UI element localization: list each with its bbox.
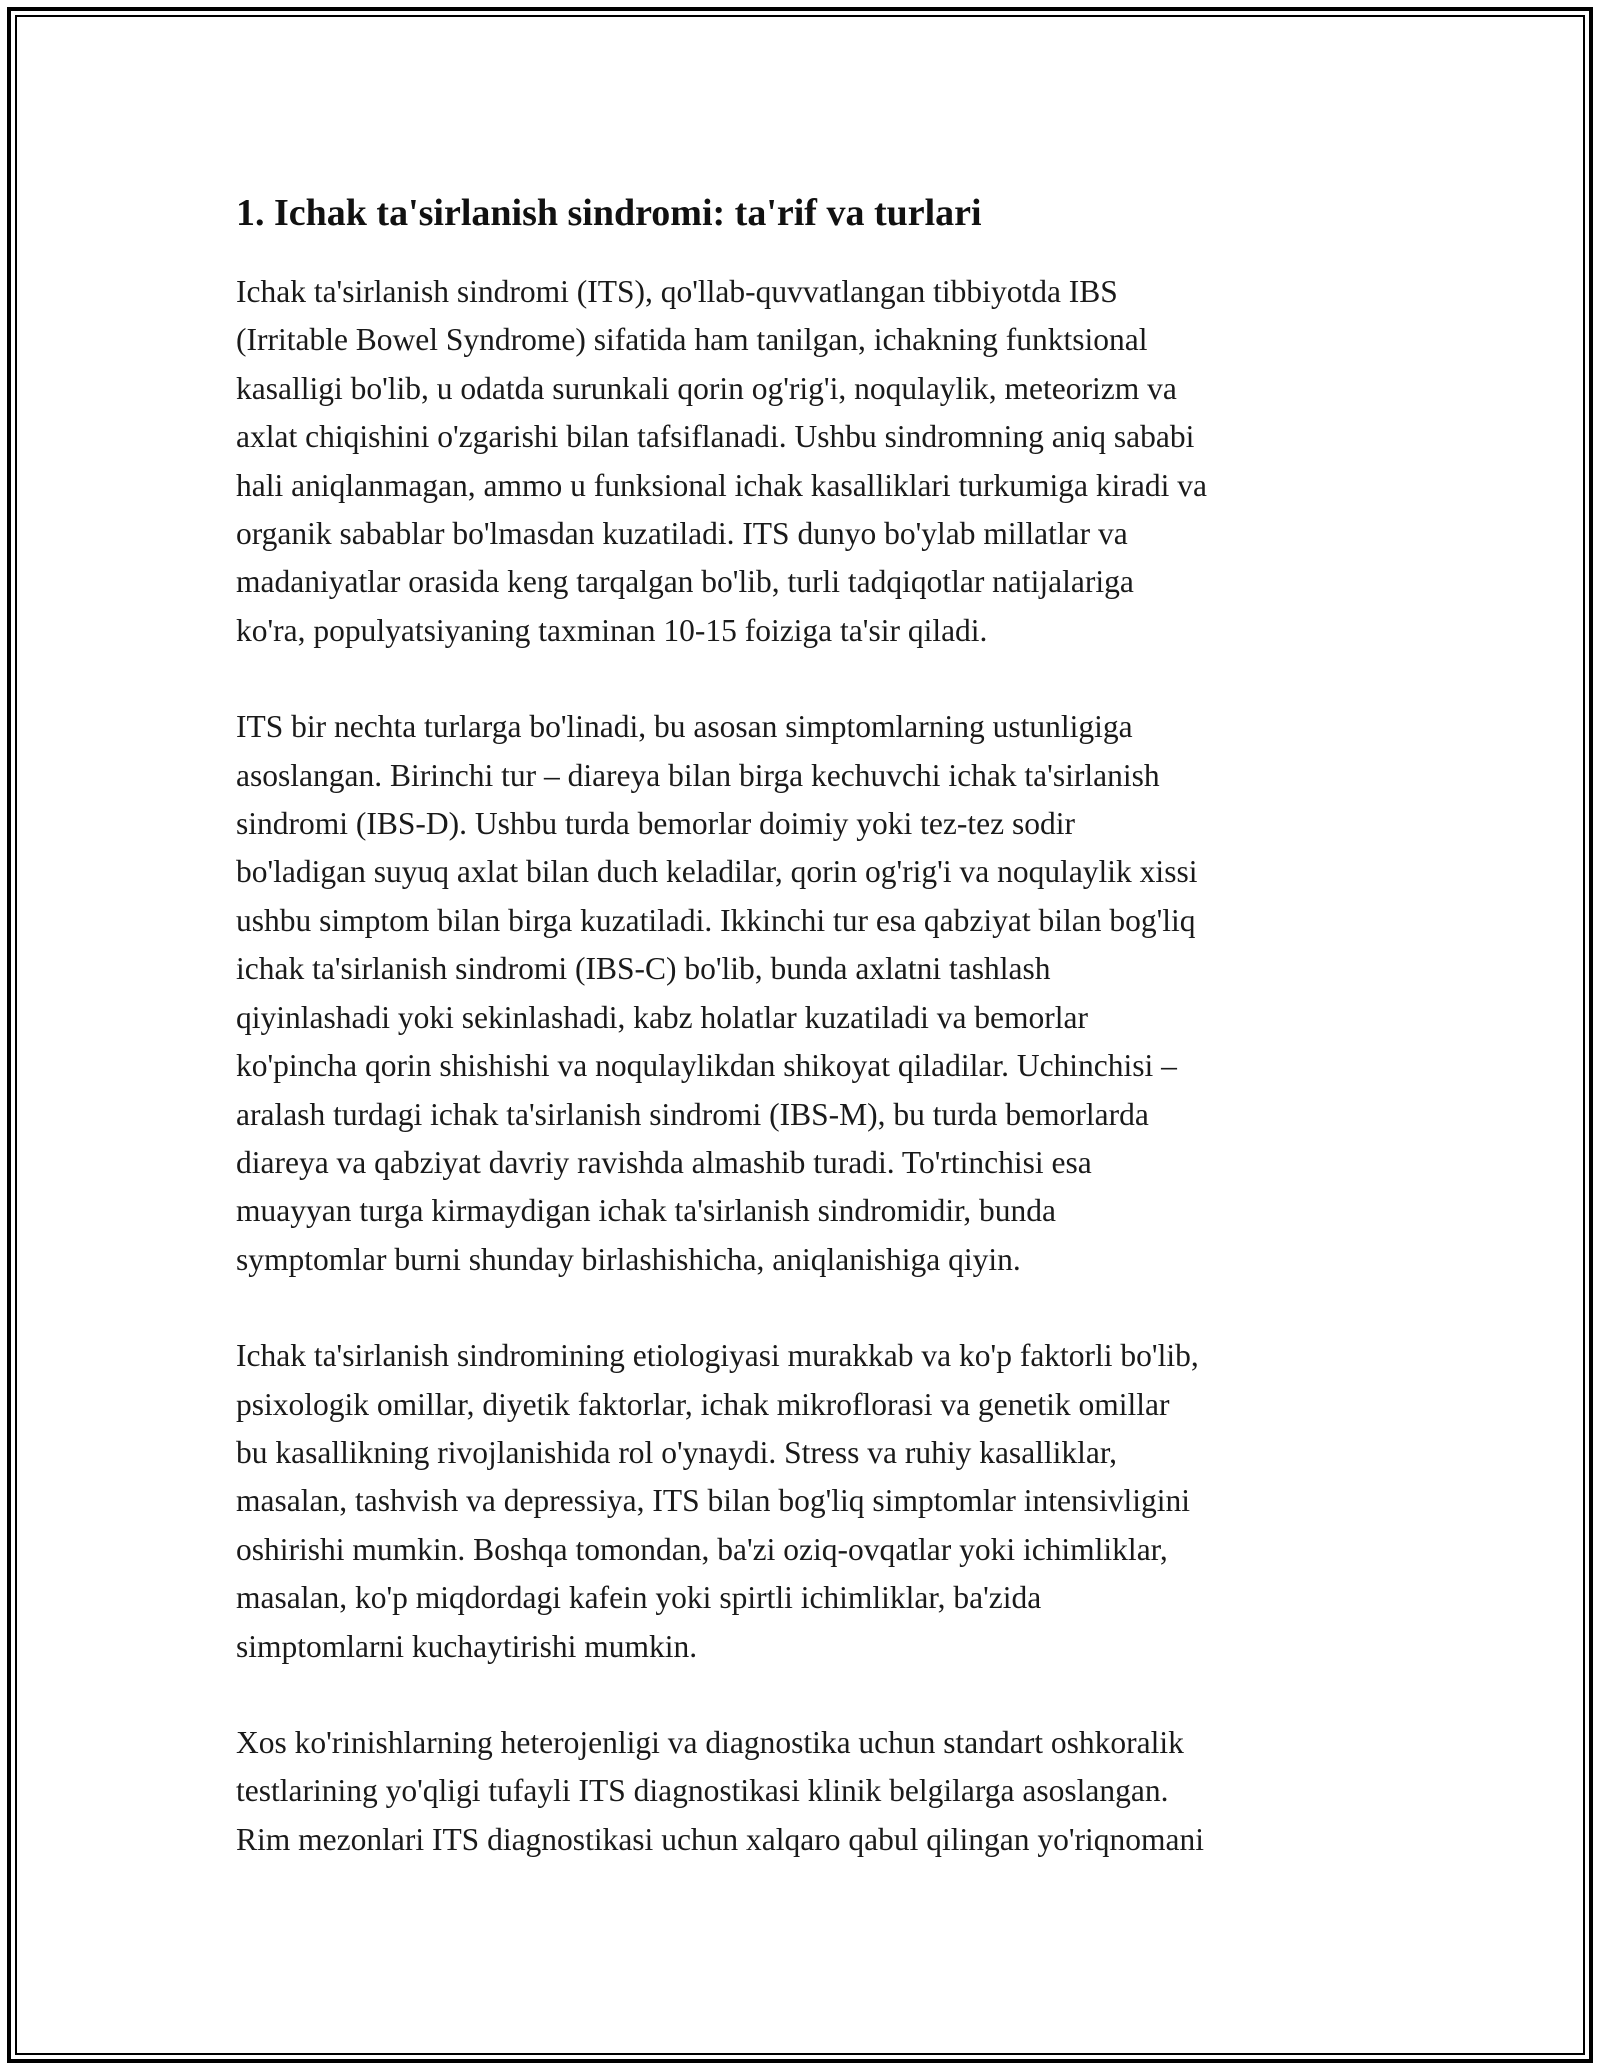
paragraph-etiology: Ichak ta'sirlanish sindromining etiologiyasi murakkab va ko'p faktorli bo'lib, psixologik omillar, diyetik faktorlar, ichak mikroflorasi va genetik omillar bu kasallikning rivojlanishida rol o'ynaydi. Stress va ruhiy kasalliklar, masalan, tashvish va depressiya, ITS bilan bog'liq simptomlar intensivligini oshirishi mumkin. Boshqa tomondan, ba'zi oziq-ovqatlar yoki ichimliklar, masalan, ko'p miqdordagi kafein yoki spirtli ichimliklar, ba'zida simptomlarni kuchaytirishi mumkin. <box>236 1338 1199 1664</box>
section-heading: 1. Ichak ta'sirlanish sindromi: ta'rif va turlari <box>236 192 982 234</box>
paragraph-types: ITS bir nechta turlarga bo'linadi, bu asosan simptomlarning ustunligiga asoslangan. Birinchi tur – diareya bilan birga kechuvchi ichak ta'sirlanish sindromi (IBS-D). Ushbu turda bemorlar doimiy yoki tez-tez sodir bo'ladigan suyuq axlat bilan duch keladilar, qorin og'rig'i va noqulaylik xissi ushbu simptom bilan birga kuzatiladi. Ikkinchi tur esa qabziyat bilan bog'liq ichak ta'sirlanish sindromi (IBS-C) bo'lib, bunda axlatni tashlash qiyinlashadi yoki sekinlashadi, kabz holatlar kuzatiladi va bemorlar ko'pincha qorin shishishi va noqulaylikdan shikoyat qiladilar. Uchinchisi – aralash turdagi ichak ta'sirlanish sindromi (IBS-M), bu turda bemorlarda diareya va qabziyat davriy ravishda almashib turadi. To'rtinchisi esa muayyan turga kirmaydigan ichak ta'sirlanish sindromidir, bunda symptomlar burni shunday birlashishicha, aniqlanishiga qiyin. <box>236 709 1198 1277</box>
paragraph-definition: Ichak ta'sirlanish sindromi (ITS), qo'llab-quvvatlangan tibbiyotda IBS (Irritable Bowel Syndrome) sifatida ham tanilgan, ichakning funktsional kasalligi bo'lib, u odatda surunkali qorin og'rig'i, noqulaylik, meteorizm va axlat chiqishini o'zgarishi bilan tafsiflanadi. Ushbu sindromning aniq sababi hali aniqlanmagan, ammo u funksional ichak kasalliklari turkumiga kiradi va organik sabablar bo'lmasdan kuzatiladi. ITS dunyo bo'ylab millatlar va madaniyatlar orasida keng tarqalgan bo'lib, turli tadqiqotlar natijalariga ko'ra, populyatsiyaning taxminan 10-15 foiziga ta'sir qiladi. <box>236 274 1207 648</box>
paragraph-diagnostics: Xos ko'rinishlarning heterojenligi va diagnostika uchun standart oshkoralik testlarining yo'qligi tufayli ITS diagnostikasi klinik belgilarga asoslangan. Rim mezonlari ITS diagnostikasi uchun xalqaro qabul qilingan yo'riqnomani <box>236 1724 1204 1857</box>
document-page <box>236 185 1386 1912</box>
